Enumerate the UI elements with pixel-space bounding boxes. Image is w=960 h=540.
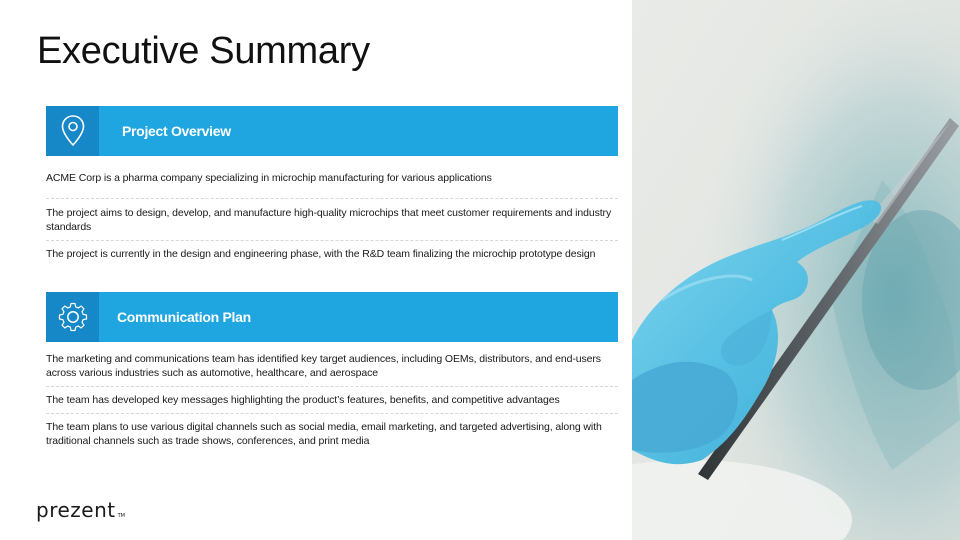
section-header-communication-plan <box>46 292 618 342</box>
bullet-text: The project aims to design, develop, and manufacture high-quality microchips that meet customer requirements and industry standards <box>46 207 612 233</box>
icon-box <box>46 106 99 156</box>
page-title: Executive Summary <box>37 30 370 72</box>
map-pin-icon <box>60 114 86 148</box>
gloved-hand-tablet-photo <box>632 0 960 540</box>
section-title: Project Overview <box>122 123 231 139</box>
bullet-text: The project is currently in the design and engineering phase, with the R&D team finalizing the microchip prototype design <box>46 248 596 260</box>
section-header-project-overview <box>46 106 618 156</box>
bullet-text: ACME Corp is a pharma company specializing in microchip manufacturing for various applications <box>46 172 492 184</box>
section-bullets-communication-plan <box>46 351 618 448</box>
icon-box <box>46 292 99 342</box>
bullet-text: The marketing and communications team has identified key target audiences, including OEMs, distributors, and end-users across various industries such as automotive, healthcare, and aerospace <box>46 353 601 379</box>
section-title: Communication Plan <box>117 309 251 325</box>
section-bullets-project-overview <box>46 170 618 261</box>
logo-text: prezent <box>36 498 116 522</box>
gear-icon <box>56 300 90 334</box>
prezent-logo <box>36 498 125 522</box>
logo-trademark: TM <box>117 513 125 519</box>
photo-illustration <box>632 0 960 540</box>
bullet-text: The team has developed key messages highlighting the product’s features, benefits, and competitive advantages <box>46 394 560 406</box>
bullet-text: The team plans to use various digital channels such as social media, email marketing, and targeted advertising, along with traditional channels such as trade shows, conferences, and print media <box>46 421 602 447</box>
